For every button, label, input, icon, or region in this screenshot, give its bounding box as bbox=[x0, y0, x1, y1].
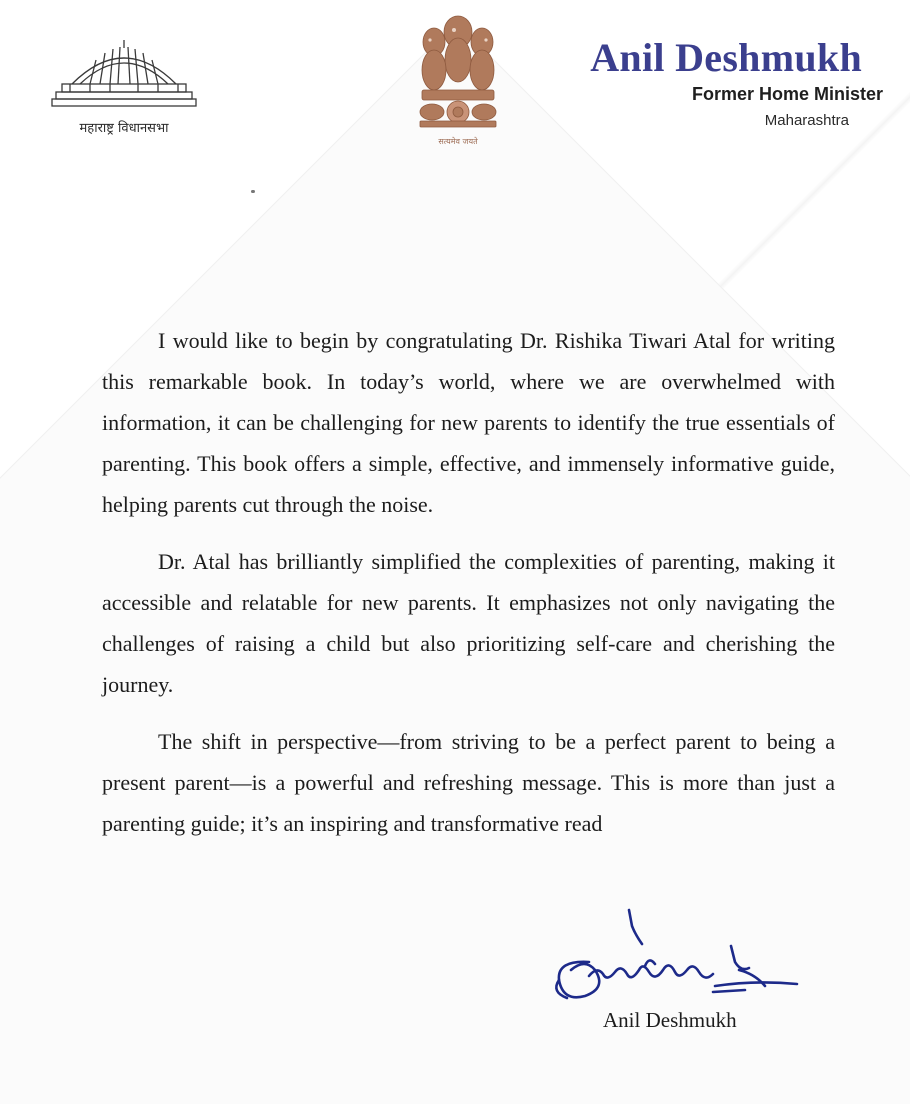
letterhead bbox=[0, 0, 910, 170]
signature-block bbox=[545, 900, 805, 1030]
emblem-motto: सत्यमेव जयते bbox=[438, 137, 478, 146]
letter-body bbox=[102, 320, 835, 844]
letter-paragraph-3: The shift in perspective—from striving to be a perfect parent to being a present parent—is a powerful and refreshing message. This is more than just a parenting guide; it’s an inspiring and transformative read bbox=[102, 729, 835, 836]
vidhan-bhavan-building-icon bbox=[50, 38, 198, 118]
national-emblem bbox=[412, 8, 504, 150]
letter-paragraph-1: I would like to begin by congratulating Dr. Rishika Tiwari Atal for writing this remarkable book. In today’s world, where we are overwhelmed with information, it can be challenging for new parents to identify the true essentials of parenting. This book offers a simple, effective, and immensely informative guide, helping parents cut through the noise. bbox=[102, 328, 835, 517]
sender-name: Anil Deshmukh bbox=[590, 35, 862, 80]
letter-paragraph-2: Dr. Atal has brilliantly simplified the complexities of parenting, making it accessible and relatable for new parents. It emphasizes not only navigating the challenges of raising a child but also prioritizing self-care and cherishing the journey. bbox=[102, 549, 835, 697]
vidhan-sabha-caption: महाराष्ट्र विधानसभा bbox=[79, 121, 169, 136]
lion-capital-emblem-icon bbox=[412, 8, 504, 134]
signatory-name: Anil Deshmukh bbox=[603, 1008, 737, 1032]
speck bbox=[251, 190, 255, 193]
vidhan-bhavan-logo bbox=[50, 38, 198, 148]
handwritten-signature bbox=[545, 900, 805, 1010]
sender-block bbox=[590, 35, 862, 80]
sender-state: Maharashtra bbox=[764, 112, 849, 129]
sender-designation: Former Home Minister bbox=[691, 84, 883, 104]
